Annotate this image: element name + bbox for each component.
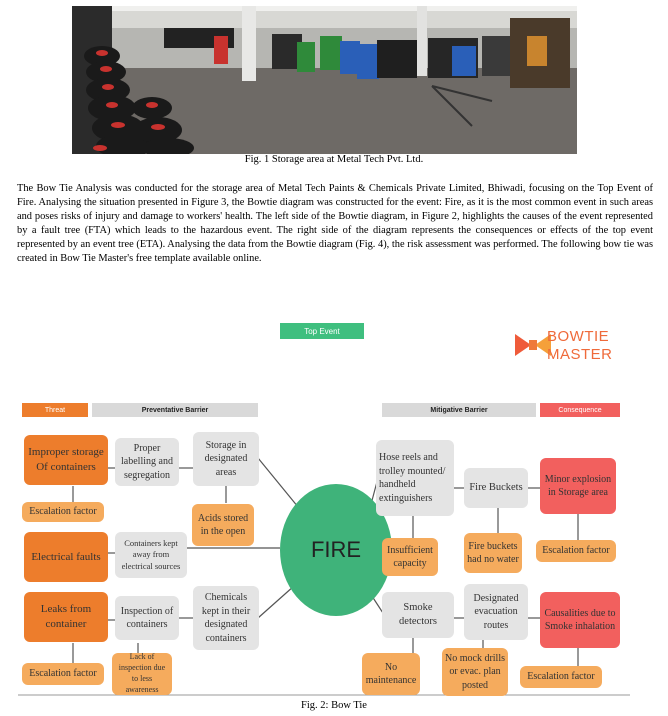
escalation-factor-left-1: Escalation factor: [22, 502, 104, 522]
mitigative-barrier-header: Mitigative Barrier: [382, 403, 536, 417]
escalation-barrier-lack-inspection: Lack of inspection due to less awareness: [112, 653, 172, 695]
barrier-proper-labelling: Proper labelling and segregation: [115, 438, 179, 486]
bowtie-diagram: [18, 308, 630, 698]
escalation-fire-buckets-no-water: Fire buckets had no water: [464, 533, 522, 573]
consequence-smoke-inhalation: Causalities due to Smoke inhalation: [540, 592, 620, 648]
consequence-header: Consequence: [540, 403, 620, 417]
barrier-designated-evacuation: Designated evacuation routes: [464, 584, 528, 640]
barrier-containers-away-electrical: Containers kept away from electrical sources: [115, 532, 187, 578]
top-event-tag: Top Event: [280, 323, 364, 339]
storage-area-photo: [72, 6, 577, 154]
threat-leaks-from-container: Leaks from container: [24, 592, 108, 642]
figure-1-caption: Fig. 1 Storage area at Metal Tech Pvt. Ltd.: [244, 154, 424, 165]
barrier-smoke-detectors: Smoke detectors: [382, 592, 454, 638]
figure-2-caption: Fig. 2: Bow Tie: [301, 700, 367, 711]
escalation-factor-right-2: Escalation factor: [520, 666, 602, 688]
barrier-fire-buckets: Fire Buckets: [464, 468, 528, 508]
top-event-fire: FIRE: [280, 484, 392, 616]
barrier-chemicals-designated: Chemicals kept in their designated containers: [193, 586, 259, 650]
escalation-no-mock-drills: No mock drills or evac. plan posted: [442, 648, 508, 696]
barrier-storage-designated: Storage in designated areas: [193, 432, 259, 486]
consequence-minor-explosion: Minor explosion in Storage area: [540, 458, 616, 514]
escalation-insufficient-capacity: Insufficient capacity: [382, 538, 438, 576]
escalation-factor-left-2: Escalation factor: [22, 663, 104, 685]
logo-text-line2: MASTER: [547, 346, 613, 363]
escalation-barrier-acids-open: Acids stored in the open: [192, 504, 254, 546]
escalation-factor-right-1: Escalation factor: [536, 540, 616, 562]
body-paragraph: The Bow Tie Analysis was conducted for the storage area of Metal Tech Paints & Chemicals Private Limited, Bhiwadi, focusing on the Top Event of Fire. Analysing the situation presented in Figure 3, the Bowtie diagram was constructed for the event: Fire, as it is the most common event in such areas and poses risks of injury and damage to workers' health. The left side of the Bowtie diagram, in Figure 2, highlights the causes of the event represented by a fault tree (FTA) which leads to the hazardous event. The right side of the diagram represents the consequences or effects of the top event represented by an event tree (ETA). Analysing the data from the Bowtie diagram (Fig. 4), the risk assessment was performed. The following bow tie was created in Bow Tie Master's free template available online.: [17, 183, 653, 264]
preventative-barrier-header: Preventative Barrier: [92, 403, 258, 417]
barrier-inspection-of-containers: Inspection of containers: [115, 596, 179, 640]
threat-improper-storage: Improper storage Of containers: [24, 435, 108, 485]
warehouse-illustration: [72, 6, 577, 154]
threat-header: Threat: [22, 403, 88, 417]
logo-text-line1: BOWTIE: [547, 328, 610, 345]
escalation-no-maintenance: No maintenance: [362, 653, 420, 695]
threat-electrical-faults: Electrical faults: [24, 532, 108, 582]
bowtie-master-logo: [513, 324, 623, 366]
barrier-hose-reels-extinguishers: Hose reels and trolley mounted/ handheld extinguishers: [376, 440, 454, 516]
